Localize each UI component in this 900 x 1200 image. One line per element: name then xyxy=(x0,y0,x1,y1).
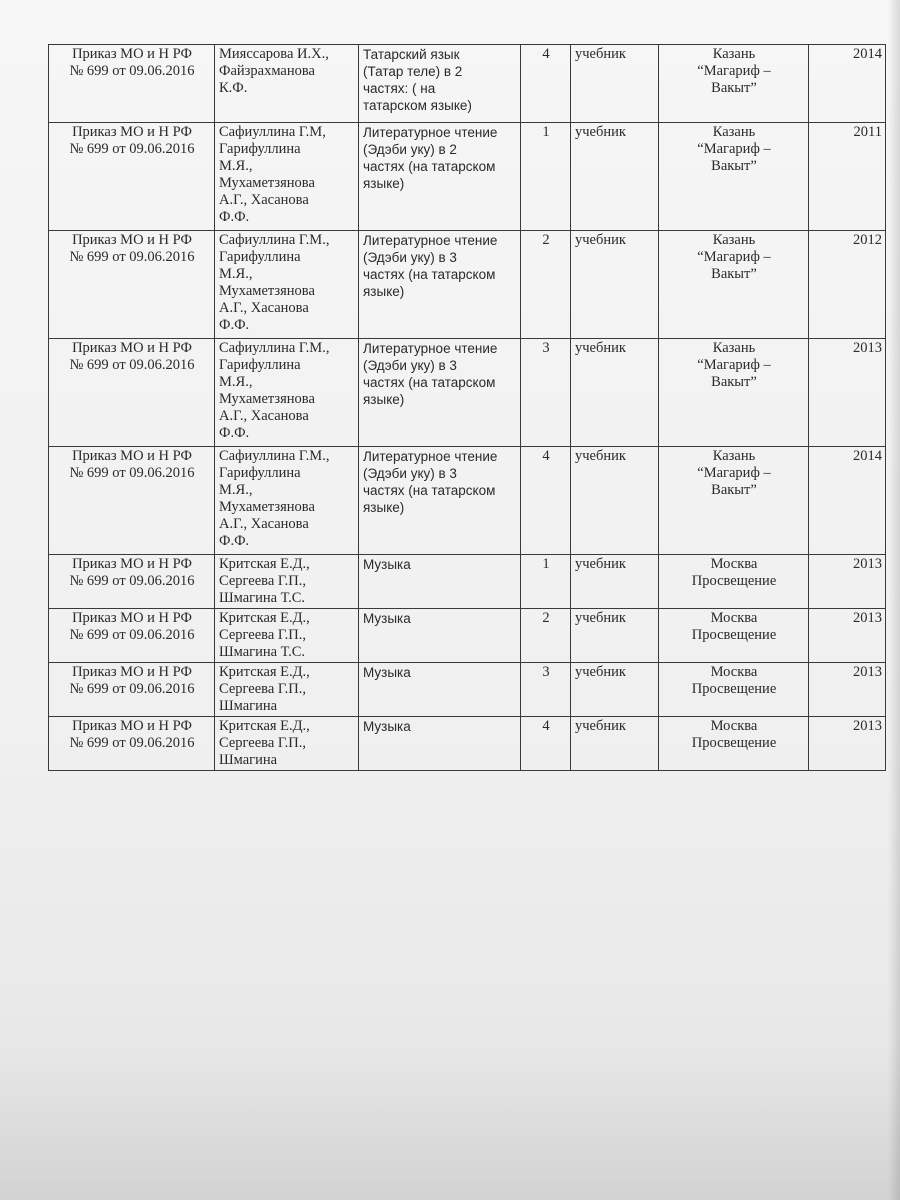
authors-cell-line: М.Я., xyxy=(219,266,253,282)
authors-cell-line: Сафиуллина Г.М., xyxy=(219,448,330,464)
order-cell-line: Приказ МО и Н РФ xyxy=(72,340,192,356)
type-cell: учебник xyxy=(571,447,659,555)
order-cell-line: Приказ МО и Н РФ xyxy=(72,556,192,572)
authors-cell xyxy=(215,663,359,717)
authors-cell-line: А.Г., Хасанова xyxy=(219,408,309,424)
authors-cell xyxy=(215,555,359,609)
title-cell-line: Музыка xyxy=(363,665,411,680)
order-cell-line: № 699 от 09.06.2016 xyxy=(69,735,195,751)
title-cell-line: частях (на татарском xyxy=(363,267,496,282)
publisher-cell xyxy=(659,123,809,231)
order-cell-line: Приказ МО и Н РФ xyxy=(72,664,192,680)
publisher-cell xyxy=(659,663,809,717)
authors-cell-line: Ф.Ф. xyxy=(219,533,250,549)
table-row xyxy=(49,717,886,771)
authors-cell-line: Сафиуллина Г.М., xyxy=(219,232,330,248)
publisher-cell-line: Москва xyxy=(710,610,758,626)
order-cell-line: № 699 от 09.06.2016 xyxy=(69,627,195,643)
authors-cell-line: Гарифуллина xyxy=(219,357,301,373)
order-cell xyxy=(49,447,215,555)
publisher-cell-line: Казань xyxy=(712,448,756,464)
publisher-cell-line: Казань xyxy=(712,46,756,62)
table-row xyxy=(49,231,886,339)
title-cell-line: Музыка xyxy=(363,719,411,734)
title-cell-line: Литературное чтение xyxy=(363,449,498,464)
authors-cell xyxy=(215,123,359,231)
grade-cell: 1 xyxy=(521,123,571,231)
publisher-cell-line: Казань xyxy=(712,232,756,248)
grade-cell: 4 xyxy=(521,45,571,123)
publisher-cell xyxy=(659,609,809,663)
order-cell-line: Приказ МО и Н РФ xyxy=(72,232,192,248)
paper-edge-shadow xyxy=(888,0,900,1200)
title-cell xyxy=(359,447,521,555)
authors-cell xyxy=(215,717,359,771)
title-cell-line: Литературное чтение xyxy=(363,125,498,140)
year-cell: 2013 xyxy=(809,663,886,717)
publisher-cell xyxy=(659,717,809,771)
grade-cell: 3 xyxy=(521,339,571,447)
publisher-cell-line: Вакыт” xyxy=(711,374,757,390)
authors-cell-line: Мухаметзянова xyxy=(219,499,315,515)
authors-cell-line: Сергеева Г.П., xyxy=(219,627,306,643)
publisher-cell-line: “Магариф – xyxy=(697,63,771,79)
authors-cell-line: Ф.Ф. xyxy=(219,317,250,333)
publisher-cell-line: Просвещение xyxy=(691,573,777,589)
publisher-cell xyxy=(659,45,809,123)
year-cell: 2012 xyxy=(809,231,886,339)
table-row xyxy=(49,609,886,663)
year-cell: 2013 xyxy=(809,555,886,609)
authors-cell xyxy=(215,447,359,555)
authors-cell-line: М.Я., xyxy=(219,482,253,498)
publisher-cell xyxy=(659,231,809,339)
order-cell-line: № 699 от 09.06.2016 xyxy=(69,573,195,589)
authors-cell-line: Шмагина Т.С. xyxy=(219,590,305,606)
publisher-cell-line: “Магариф – xyxy=(697,465,771,481)
paper-bottom-shadow xyxy=(0,1040,900,1200)
grade-cell: 1 xyxy=(521,555,571,609)
year-cell: 2011 xyxy=(809,123,886,231)
title-cell xyxy=(359,231,521,339)
authors-cell-line: М.Я., xyxy=(219,374,253,390)
title-cell-line: Литературное чтение xyxy=(363,341,498,356)
table-row xyxy=(49,555,886,609)
order-cell-line: Приказ МО и Н РФ xyxy=(72,718,192,734)
authors-cell xyxy=(215,609,359,663)
order-cell xyxy=(49,45,215,123)
type-cell: учебник xyxy=(571,339,659,447)
table-row xyxy=(49,663,886,717)
title-cell xyxy=(359,555,521,609)
authors-cell-line: Файзрахманова xyxy=(219,63,315,79)
authors-cell xyxy=(215,45,359,123)
publisher-cell-line: Просвещение xyxy=(691,627,777,643)
publisher-cell-line: Москва xyxy=(710,664,758,680)
authors-cell-line: Критская Е.Д., xyxy=(219,718,310,734)
order-cell-line: № 699 от 09.06.2016 xyxy=(69,141,195,157)
authors-cell-line: М.Я., xyxy=(219,158,253,174)
order-cell xyxy=(49,555,215,609)
title-cell-line: (Эдэби уку) в 3 xyxy=(363,358,457,373)
publisher-cell xyxy=(659,339,809,447)
publisher-cell xyxy=(659,555,809,609)
order-cell-line: № 699 от 09.06.2016 xyxy=(69,249,195,265)
title-cell-line: Музыка xyxy=(363,611,411,626)
authors-cell-line: Сафиуллина Г.М, xyxy=(219,124,326,140)
authors-cell-line: А.Г., Хасанова xyxy=(219,300,309,316)
authors-cell-line: Критская Е.Д., xyxy=(219,664,310,680)
authors-cell-line: А.Г., Хасанова xyxy=(219,192,309,208)
authors-cell-line: Мияссарова И.Х., xyxy=(219,46,329,62)
order-cell-line: № 699 от 09.06.2016 xyxy=(69,465,195,481)
order-cell xyxy=(49,663,215,717)
publisher-cell-line: Просвещение xyxy=(691,735,777,751)
publisher-cell-line: “Магариф – xyxy=(697,357,771,373)
order-cell xyxy=(49,123,215,231)
title-cell-line: (Татар теле) в 2 xyxy=(363,64,463,79)
title-cell xyxy=(359,663,521,717)
order-cell-line: Приказ МО и Н РФ xyxy=(72,448,192,464)
publisher-cell-line: Москва xyxy=(710,556,758,572)
title-cell-line: языке) xyxy=(363,176,405,191)
title-cell-line: частях: ( на xyxy=(363,81,436,96)
title-cell-line: Литературное чтение xyxy=(363,233,498,248)
authors-cell-line: Гарифуллина xyxy=(219,249,301,265)
title-cell xyxy=(359,339,521,447)
publisher-cell-line: Вакыт” xyxy=(711,80,757,96)
authors-cell-line: Ф.Ф. xyxy=(219,425,250,441)
order-cell-line: Приказ МО и Н РФ xyxy=(72,124,192,140)
year-cell: 2013 xyxy=(809,339,886,447)
table-row xyxy=(49,447,886,555)
grade-cell: 3 xyxy=(521,663,571,717)
type-cell: учебник xyxy=(571,609,659,663)
type-cell: учебник xyxy=(571,555,659,609)
table-body xyxy=(49,45,886,771)
order-cell xyxy=(49,717,215,771)
title-cell-line: языке) xyxy=(363,284,405,299)
grade-cell: 4 xyxy=(521,447,571,555)
year-cell: 2014 xyxy=(809,447,886,555)
year-cell: 2013 xyxy=(809,609,886,663)
authors-cell-line: Критская Е.Д., xyxy=(219,610,310,626)
order-cell-line: Приказ МО и Н РФ xyxy=(72,46,192,62)
title-cell-line: (Эдэби уку) в 2 xyxy=(363,142,457,157)
textbook-registry-table xyxy=(48,44,886,771)
grade-cell: 4 xyxy=(521,717,571,771)
publisher-cell-line: Вакыт” xyxy=(711,482,757,498)
publisher-cell-line: “Магариф – xyxy=(697,141,771,157)
publisher-cell-line: Казань xyxy=(712,124,756,140)
authors-cell-line: Критская Е.Д., xyxy=(219,556,310,572)
authors-cell-line: Сергеева Г.П., xyxy=(219,681,306,697)
order-cell xyxy=(49,609,215,663)
order-cell-line: № 699 от 09.06.2016 xyxy=(69,63,195,79)
title-cell-line: языке) xyxy=(363,392,405,407)
authors-cell-line: А.Г., Хасанова xyxy=(219,516,309,532)
type-cell: учебник xyxy=(571,45,659,123)
grade-cell: 2 xyxy=(521,609,571,663)
title-cell-line: (Эдэби уку) в 3 xyxy=(363,466,457,481)
order-cell-line: № 699 от 09.06.2016 xyxy=(69,681,195,697)
authors-cell-line: Мухаметзянова xyxy=(219,175,315,191)
title-cell-line: языке) xyxy=(363,500,405,515)
authors-cell-line: Сергеева Г.П., xyxy=(219,735,306,751)
title-cell-line: татарском языке) xyxy=(363,98,472,113)
publisher-cell-line: Казань xyxy=(712,340,756,356)
table-row xyxy=(49,123,886,231)
authors-cell-line: Сафиуллина Г.М., xyxy=(219,340,330,356)
title-cell xyxy=(359,123,521,231)
authors-cell-line: Сергеева Г.П., xyxy=(219,573,306,589)
title-cell xyxy=(359,609,521,663)
type-cell: учебник xyxy=(571,663,659,717)
order-cell-line: № 699 от 09.06.2016 xyxy=(69,357,195,373)
title-cell xyxy=(359,45,521,123)
publisher-cell-line: Вакыт” xyxy=(711,158,757,174)
authors-cell-line: Шмагина Т.С. xyxy=(219,644,305,660)
type-cell: учебник xyxy=(571,717,659,771)
authors-cell xyxy=(215,231,359,339)
title-cell-line: частях (на татарском xyxy=(363,483,496,498)
type-cell: учебник xyxy=(571,231,659,339)
title-cell-line: (Эдэби уку) в 3 xyxy=(363,250,457,265)
table-row xyxy=(49,45,886,123)
type-cell: учебник xyxy=(571,123,659,231)
title-cell-line: частях (на татарском xyxy=(363,375,496,390)
year-cell: 2014 xyxy=(809,45,886,123)
authors-cell-line: Гарифуллина xyxy=(219,141,301,157)
authors-cell-line: Гарифуллина xyxy=(219,465,301,481)
order-cell xyxy=(49,339,215,447)
authors-cell-line: Мухаметзянова xyxy=(219,283,315,299)
order-cell-line: Приказ МО и Н РФ xyxy=(72,610,192,626)
authors-cell-line: Шмагина xyxy=(219,752,278,768)
publisher-cell-line: Просвещение xyxy=(691,681,777,697)
authors-cell-line: К.Ф. xyxy=(219,80,248,96)
publisher-cell-line: “Магариф – xyxy=(697,249,771,265)
publisher-cell xyxy=(659,447,809,555)
title-cell-line: Татарский язык xyxy=(363,47,460,62)
title-cell-line: частях (на татарском xyxy=(363,159,496,174)
year-cell: 2013 xyxy=(809,717,886,771)
authors-cell-line: Мухаметзянова xyxy=(219,391,315,407)
grade-cell: 2 xyxy=(521,231,571,339)
authors-cell-line: Шмагина xyxy=(219,698,278,714)
publisher-cell-line: Вакыт” xyxy=(711,266,757,282)
authors-cell xyxy=(215,339,359,447)
title-cell-line: Музыка xyxy=(363,557,411,572)
authors-cell-line: Ф.Ф. xyxy=(219,209,250,225)
title-cell xyxy=(359,717,521,771)
order-cell xyxy=(49,231,215,339)
table-row xyxy=(49,339,886,447)
publisher-cell-line: Москва xyxy=(710,718,758,734)
